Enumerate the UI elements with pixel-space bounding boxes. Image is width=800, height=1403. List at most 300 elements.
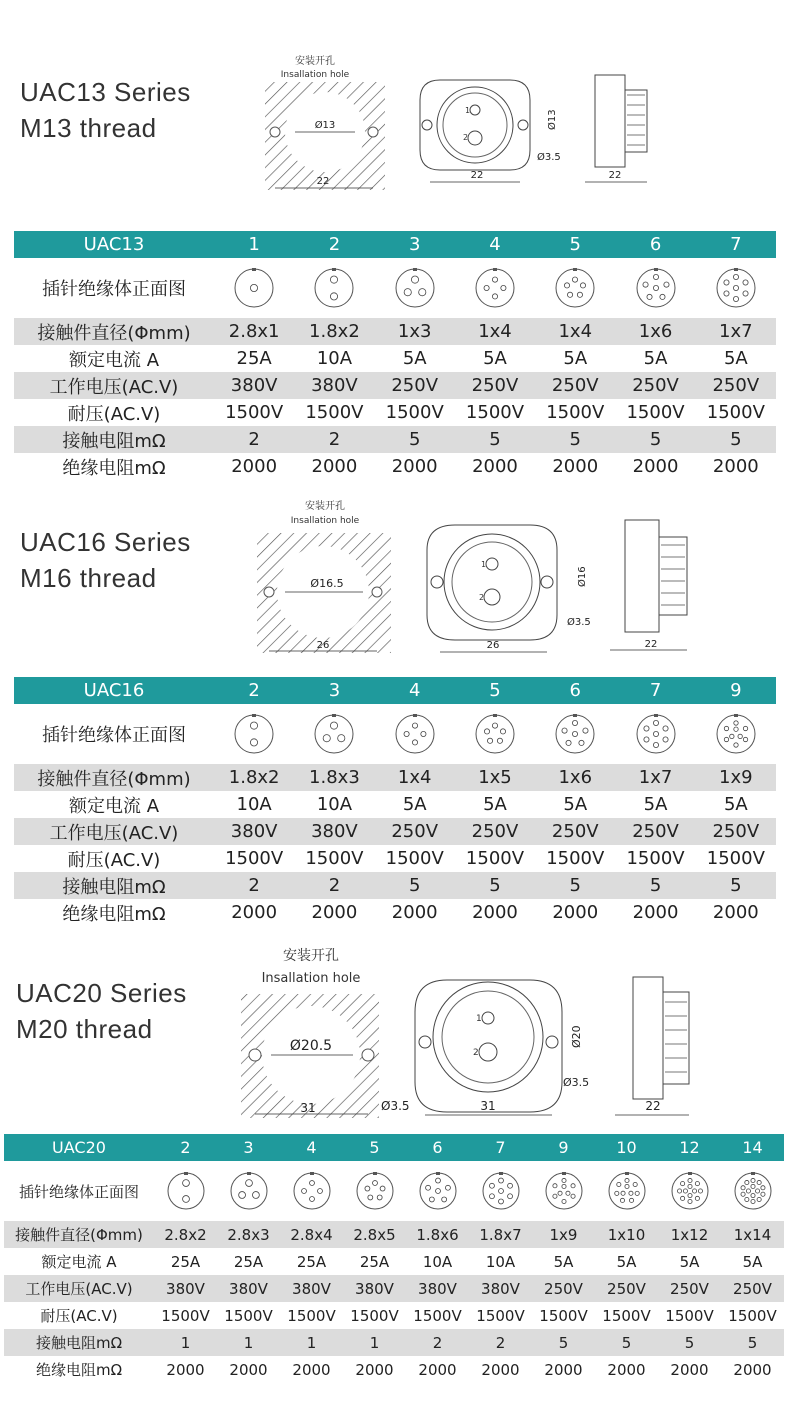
thread-spec: M13 thread bbox=[20, 113, 157, 143]
pin-dot bbox=[695, 1182, 699, 1186]
spec-value: 2000 bbox=[733, 1360, 772, 1379]
spec-table-uac16 bbox=[14, 677, 776, 926]
spec-value: 1.8x6 bbox=[416, 1225, 459, 1244]
model-label: UAC13 bbox=[83, 234, 145, 255]
pin-dot bbox=[743, 291, 748, 296]
pin-dot bbox=[628, 1191, 632, 1195]
spec-value: 1500V bbox=[602, 1306, 651, 1325]
pin-layout-icon bbox=[715, 713, 757, 755]
spec-value: 250V bbox=[712, 821, 760, 842]
row-label: 接触件直径(Φmm) bbox=[15, 1226, 143, 1244]
pin-dot bbox=[744, 1180, 748, 1184]
spec-value: 10A bbox=[422, 1252, 453, 1271]
spec-value: 2000 bbox=[231, 456, 278, 477]
spec-value: 380V bbox=[355, 1279, 394, 1298]
pin-dot bbox=[562, 728, 567, 733]
table-header-row bbox=[4, 1134, 784, 1161]
pin-count-header: 2 bbox=[180, 1138, 191, 1157]
drawing-uac13 bbox=[255, 50, 675, 195]
spec-value: 5 bbox=[730, 875, 742, 896]
row-label: 额定电流 A bbox=[68, 349, 160, 371]
pin-dot bbox=[687, 1178, 691, 1182]
spec-value: 380V bbox=[229, 1279, 268, 1298]
pin-dot bbox=[570, 1194, 574, 1198]
spec-value: 2000 bbox=[166, 1360, 205, 1379]
spec-value: 1500V bbox=[665, 1306, 714, 1325]
pin-dot bbox=[653, 285, 658, 290]
pin-dot bbox=[734, 743, 738, 747]
spec-value: 5A bbox=[553, 1252, 574, 1271]
pin-dot bbox=[557, 1191, 561, 1195]
drawing-uac20 bbox=[235, 942, 695, 1122]
pin-dot bbox=[570, 1184, 574, 1188]
pin-dot bbox=[750, 1184, 754, 1188]
spec-value: 2.8x3 bbox=[227, 1225, 270, 1244]
pin-dot bbox=[680, 1182, 684, 1186]
pin-dot bbox=[581, 283, 586, 288]
pin-dot bbox=[614, 1191, 618, 1195]
pin-dot bbox=[492, 277, 497, 282]
spec-row bbox=[14, 372, 776, 399]
spec-value: 5A bbox=[723, 348, 748, 369]
pin-count-header: 9 bbox=[558, 1138, 569, 1157]
pin-dot bbox=[441, 1197, 446, 1202]
pin-dot bbox=[566, 740, 571, 745]
spec-value: 5A bbox=[402, 348, 427, 369]
spec-value: 1500V bbox=[626, 402, 685, 423]
pin-dot bbox=[740, 1186, 744, 1190]
pin-dot bbox=[421, 731, 426, 736]
spec-value: 1500V bbox=[225, 848, 284, 869]
pin-dot bbox=[629, 1198, 633, 1202]
pin-count-header: 2 bbox=[328, 234, 341, 255]
spec-value: 5A bbox=[563, 348, 588, 369]
row-label: 接触件直径(Φmm) bbox=[37, 768, 191, 790]
spec-row bbox=[14, 845, 776, 872]
spec-value: 5 bbox=[408, 875, 421, 896]
pin-count-header: 6 bbox=[569, 680, 581, 701]
pin-dot bbox=[565, 1191, 569, 1195]
pin-layout-icon bbox=[715, 267, 757, 309]
pin-dot bbox=[445, 1185, 450, 1190]
pin-dot bbox=[331, 722, 338, 729]
pin-face-cell bbox=[532, 1171, 595, 1211]
side-view-drawing bbox=[615, 977, 689, 1115]
row-label: 耐压(AC.V) bbox=[40, 1307, 118, 1325]
front-width: 26 bbox=[486, 640, 500, 651]
pin-dot bbox=[653, 274, 658, 279]
spec-row bbox=[4, 1275, 784, 1302]
side-width: 22 bbox=[645, 1099, 661, 1113]
spec-value: 2000 bbox=[355, 1360, 394, 1379]
spec-table-uac13 bbox=[14, 231, 776, 480]
row-label: 耐压(AC.V) bbox=[67, 403, 161, 425]
pin-layout-icon bbox=[229, 1171, 269, 1211]
row-label: 额定电流 A bbox=[68, 795, 160, 817]
pin-dot bbox=[743, 737, 747, 741]
front-diameter: Ø20 bbox=[570, 1025, 583, 1048]
pin-dot bbox=[687, 1184, 691, 1188]
pin-dot bbox=[489, 1194, 494, 1199]
pin-dot bbox=[734, 727, 738, 731]
pin-dot bbox=[309, 1181, 314, 1186]
row-label: 接触件直径(Φmm) bbox=[37, 322, 191, 344]
pin-count-header: 7 bbox=[730, 234, 742, 255]
pin-dot bbox=[743, 726, 747, 730]
pin-dot bbox=[252, 1192, 259, 1199]
pin-count-header: 9 bbox=[730, 680, 742, 701]
row-label: 工作电压(AC.V) bbox=[49, 376, 179, 398]
spec-value: 1x9 bbox=[549, 1225, 578, 1244]
row-label: 插针绝缘体正面图 bbox=[18, 1182, 139, 1201]
installation-hole-drawing bbox=[241, 947, 410, 1118]
spec-value: 2 bbox=[495, 1333, 506, 1352]
spec-row bbox=[14, 318, 776, 345]
pin-layout-icon bbox=[544, 1171, 584, 1211]
spec-value: 380V bbox=[418, 1279, 457, 1298]
row-label: 绝缘电阻mΩ bbox=[62, 903, 166, 925]
spec-value: 2000 bbox=[472, 456, 518, 477]
spec-value: 1500V bbox=[161, 1306, 210, 1325]
spec-value: 250V bbox=[544, 1279, 583, 1298]
pin-face-cell bbox=[343, 1171, 406, 1211]
spec-value: 1x6 bbox=[558, 767, 593, 788]
pin-face-cell bbox=[154, 1171, 217, 1211]
hole-label-en: Insallation hole bbox=[280, 70, 350, 80]
spec-value: 250V bbox=[712, 375, 760, 396]
pin-layout-icon bbox=[355, 1171, 395, 1211]
pin-dot bbox=[507, 1183, 512, 1188]
spec-value: 10A bbox=[236, 794, 272, 815]
pin-dot bbox=[624, 1178, 628, 1182]
spec-value: 25A bbox=[359, 1252, 390, 1271]
row-label: 绝缘电阻mΩ bbox=[62, 457, 166, 479]
spec-value: 25A bbox=[296, 1252, 327, 1271]
pin-face-cell bbox=[214, 713, 294, 755]
pin-dot bbox=[489, 1183, 494, 1188]
pin-dot bbox=[729, 734, 733, 738]
installation-hole-drawing bbox=[265, 54, 385, 190]
pin-count-header: 5 bbox=[569, 234, 581, 255]
pin-dot bbox=[733, 285, 738, 290]
hole-label-en: Insallation hole bbox=[261, 971, 361, 986]
pin-dot bbox=[724, 737, 728, 741]
pin-dot bbox=[429, 1197, 434, 1202]
spec-value: 2.8x1 bbox=[228, 321, 280, 342]
spec-row bbox=[14, 818, 776, 845]
pin-dot bbox=[757, 1180, 761, 1184]
svg-text:2: 2 bbox=[473, 1048, 479, 1058]
pin-dot bbox=[377, 1195, 382, 1200]
pin-dot bbox=[724, 726, 728, 730]
spec-value: 1500V bbox=[546, 402, 605, 423]
spec-value: 380V bbox=[311, 375, 358, 396]
pin-dot bbox=[238, 1192, 245, 1199]
spec-value: 5 bbox=[649, 429, 662, 450]
spec-value: 1500V bbox=[728, 1306, 777, 1325]
pin-dot bbox=[734, 721, 738, 725]
front-diameter: Ø13 bbox=[547, 109, 558, 130]
pin-count-header: 12 bbox=[679, 1138, 700, 1157]
spec-row bbox=[14, 426, 776, 453]
drawing-uac16 bbox=[255, 495, 695, 660]
pin-dot bbox=[635, 1191, 639, 1195]
spec-value: 5 bbox=[747, 1333, 758, 1352]
pin-dot bbox=[616, 1182, 620, 1186]
pin-dot bbox=[552, 1194, 556, 1198]
spec-row bbox=[4, 1302, 784, 1329]
spec-value: 5A bbox=[483, 794, 507, 815]
pin-dot bbox=[677, 1189, 681, 1193]
pin-dot bbox=[757, 1197, 761, 1201]
pin-dot bbox=[733, 274, 738, 279]
front-hole: Ø3.5 bbox=[563, 1076, 590, 1089]
pin-face-cell bbox=[696, 713, 776, 755]
spec-value: 5A bbox=[616, 1252, 637, 1271]
front-width: 31 bbox=[480, 1099, 496, 1113]
spec-value: 1500V bbox=[225, 402, 284, 423]
spec-value: 2 bbox=[432, 1333, 443, 1352]
pin-count-header: 5 bbox=[369, 1138, 380, 1157]
hole-diameter: Ø13 bbox=[314, 120, 336, 131]
pin-dot bbox=[643, 726, 648, 731]
hole-diameter: Ø16.5 bbox=[310, 577, 344, 590]
pin-dot bbox=[579, 740, 584, 745]
pin-layout-icon bbox=[635, 713, 677, 755]
pin-layout-icon bbox=[635, 267, 677, 309]
pin-face-cell bbox=[469, 1171, 532, 1211]
row-label: 插针绝缘体正面图 bbox=[42, 725, 186, 746]
pin-dot bbox=[695, 1196, 699, 1200]
spec-value: 1500V bbox=[706, 402, 765, 423]
series-name: UAC13 Series bbox=[20, 77, 191, 107]
spec-value: 2000 bbox=[472, 902, 518, 923]
spec-value: 10A bbox=[485, 1252, 516, 1271]
pin-layout-icon bbox=[554, 713, 596, 755]
spec-value: 25A bbox=[170, 1252, 201, 1271]
pin-dot bbox=[724, 280, 729, 285]
row-label: 接触电阻mΩ bbox=[62, 876, 166, 898]
spec-value: 250V bbox=[391, 821, 439, 842]
series-title-uac13 bbox=[20, 74, 191, 146]
svg-text:1: 1 bbox=[481, 560, 487, 569]
pin-dot bbox=[492, 723, 497, 728]
spec-value: 2000 bbox=[712, 456, 759, 477]
pin-count-header: 3 bbox=[328, 680, 341, 701]
spec-value: 2 bbox=[248, 429, 260, 450]
pin-dot bbox=[552, 1184, 556, 1188]
spec-value: 1.8x3 bbox=[309, 767, 360, 788]
spec-value: 1 bbox=[243, 1333, 254, 1352]
pin-dot bbox=[484, 729, 489, 734]
series-title-uac16 bbox=[20, 524, 191, 596]
spec-value: 250V bbox=[551, 375, 599, 396]
series-title-uac20 bbox=[16, 975, 187, 1047]
spec-value: 5 bbox=[730, 429, 742, 450]
spec-value: 2 bbox=[248, 875, 260, 896]
front-width: 22 bbox=[470, 170, 484, 181]
pin-dot bbox=[317, 1189, 322, 1194]
spec-value: 380V bbox=[481, 1279, 520, 1298]
model-label: UAC20 bbox=[52, 1138, 106, 1157]
pin-layout-icon bbox=[166, 1171, 206, 1211]
spec-value: 1x7 bbox=[719, 321, 753, 342]
pin-dot bbox=[692, 1189, 696, 1193]
spec-value: 1500V bbox=[413, 1306, 462, 1325]
pin-dot bbox=[740, 1192, 744, 1196]
pin-dot bbox=[324, 735, 331, 742]
pin-dot bbox=[435, 1178, 440, 1183]
spec-value: 1500V bbox=[546, 848, 605, 869]
table-header-row bbox=[14, 677, 776, 704]
pin-dot bbox=[331, 293, 338, 300]
pin-dot bbox=[578, 292, 583, 297]
row-label: 插针绝缘体正面图 bbox=[42, 279, 186, 300]
spec-value: 1x14 bbox=[733, 1225, 772, 1244]
pin-dot bbox=[687, 1199, 691, 1203]
pin-count-header: 6 bbox=[432, 1138, 443, 1157]
pin-count-header: 5 bbox=[489, 680, 501, 701]
pin-face-cell bbox=[535, 713, 615, 755]
pin-layout-icon bbox=[313, 713, 355, 755]
pin-dot bbox=[484, 285, 489, 290]
pin-dot bbox=[646, 294, 651, 299]
spec-value: 1.8x2 bbox=[309, 321, 360, 342]
spec-value: 380V bbox=[230, 375, 278, 396]
pin-dot bbox=[412, 740, 417, 745]
pin-dot bbox=[643, 737, 648, 742]
pin-face-cell bbox=[615, 713, 695, 755]
pin-count-header: 14 bbox=[742, 1138, 763, 1157]
pin-dot bbox=[309, 1197, 314, 1202]
spec-row bbox=[14, 453, 776, 480]
spec-value: 1500V bbox=[476, 1306, 525, 1325]
pin-dot bbox=[372, 1181, 377, 1186]
pin-dot bbox=[642, 282, 647, 287]
spec-value: 1 bbox=[306, 1333, 317, 1352]
installation-hole-drawing bbox=[257, 499, 391, 653]
pin-face-cell bbox=[294, 267, 374, 309]
pin-dot bbox=[663, 282, 668, 287]
spec-value: 1x4 bbox=[397, 767, 432, 788]
pin-dot bbox=[750, 1199, 754, 1203]
spec-value: 2000 bbox=[231, 902, 278, 923]
spec-value: 2000 bbox=[607, 1360, 646, 1379]
spec-value: 10A bbox=[316, 794, 353, 815]
pin-dot bbox=[662, 726, 667, 731]
pin-dot bbox=[364, 1186, 369, 1191]
spec-value: 1x9 bbox=[719, 767, 753, 788]
hole-label-en: Insallation hole bbox=[290, 516, 360, 526]
spec-value: 2.8x5 bbox=[353, 1225, 396, 1244]
pin-dot bbox=[498, 1178, 503, 1183]
row-label: 接触电阻mΩ bbox=[62, 430, 166, 452]
spec-value: 250V bbox=[471, 375, 519, 396]
spec-value: 5 bbox=[621, 1333, 632, 1352]
spec-value: 2000 bbox=[632, 902, 679, 923]
pin-dot bbox=[750, 1178, 754, 1182]
pin-layout-icon bbox=[418, 1171, 458, 1211]
spec-value: 380V bbox=[292, 1279, 331, 1298]
spec-value: 5A bbox=[643, 794, 668, 815]
spec-value: 250V bbox=[551, 821, 599, 842]
row-label: 工作电压(AC.V) bbox=[49, 822, 179, 844]
front-view-drawing bbox=[415, 980, 589, 1115]
spec-value: 1x5 bbox=[478, 767, 512, 788]
pin-count-header: 1 bbox=[248, 234, 260, 255]
row-label: 绝缘电阻mΩ bbox=[35, 1361, 123, 1379]
spec-value: 1500V bbox=[465, 848, 525, 869]
pin-layout-icon bbox=[233, 713, 275, 755]
pin-face-row bbox=[4, 1161, 784, 1221]
pin-dot bbox=[498, 1199, 503, 1204]
spec-value: 1 bbox=[369, 1333, 380, 1352]
pin-dot bbox=[738, 734, 742, 738]
spec-value: 2000 bbox=[481, 1360, 520, 1379]
row-label: 耐压(AC.V) bbox=[67, 849, 161, 871]
pin-count-header: 4 bbox=[306, 1138, 317, 1157]
spec-value: 5A bbox=[742, 1252, 763, 1271]
hole-label-cn: 安装开孔 bbox=[295, 56, 335, 67]
spec-value: 250V bbox=[471, 821, 519, 842]
spec-value: 1500V bbox=[626, 848, 685, 869]
spec-value: 2000 bbox=[418, 1360, 457, 1379]
pin-dot bbox=[338, 735, 345, 742]
spec-value: 1500V bbox=[350, 1306, 399, 1325]
spec-row bbox=[4, 1248, 784, 1275]
pin-dot bbox=[251, 739, 258, 746]
pin-dot bbox=[746, 1189, 750, 1193]
pin-dot bbox=[680, 1196, 684, 1200]
pin-dot bbox=[573, 731, 578, 736]
pin-dot bbox=[624, 1184, 628, 1188]
pin-dot bbox=[653, 720, 658, 725]
model-label: UAC16 bbox=[83, 680, 145, 701]
spec-value: 5A bbox=[483, 348, 507, 369]
pin-dot bbox=[733, 296, 738, 301]
front-view-drawing bbox=[420, 80, 561, 182]
row-label: 接触电阻mΩ bbox=[35, 1334, 123, 1352]
hole-width: 22 bbox=[316, 176, 330, 187]
pin-dot bbox=[561, 1178, 565, 1182]
pin-dot bbox=[411, 276, 418, 283]
pin-layout-icon bbox=[474, 713, 516, 755]
table-header-row bbox=[14, 231, 776, 258]
spec-value: 2000 bbox=[292, 1360, 331, 1379]
svg-text:1: 1 bbox=[465, 106, 471, 115]
pin-count-header: 7 bbox=[649, 680, 662, 701]
pin-dot bbox=[568, 292, 573, 297]
spec-value: 1500V bbox=[465, 402, 525, 423]
pin-dot bbox=[497, 738, 502, 743]
spec-value: 250V bbox=[607, 1279, 646, 1298]
hole-width: 31 bbox=[300, 1101, 316, 1115]
pin-dot bbox=[301, 1189, 306, 1194]
pin-dot bbox=[501, 285, 506, 290]
svg-text:1: 1 bbox=[476, 1014, 482, 1024]
spec-value: 1x4 bbox=[478, 321, 512, 342]
pin-face-cell bbox=[721, 1171, 784, 1211]
pin-dot bbox=[251, 722, 258, 729]
series-name: UAC20 Series bbox=[16, 978, 187, 1008]
hole-label-cn: 安装开孔 bbox=[305, 501, 345, 512]
pin-dot bbox=[182, 1180, 189, 1187]
spec-row bbox=[14, 345, 776, 372]
pin-layout-icon bbox=[554, 267, 596, 309]
pin-dot bbox=[404, 289, 411, 296]
pin-dot bbox=[561, 1184, 565, 1188]
spec-value: 5 bbox=[649, 875, 662, 896]
